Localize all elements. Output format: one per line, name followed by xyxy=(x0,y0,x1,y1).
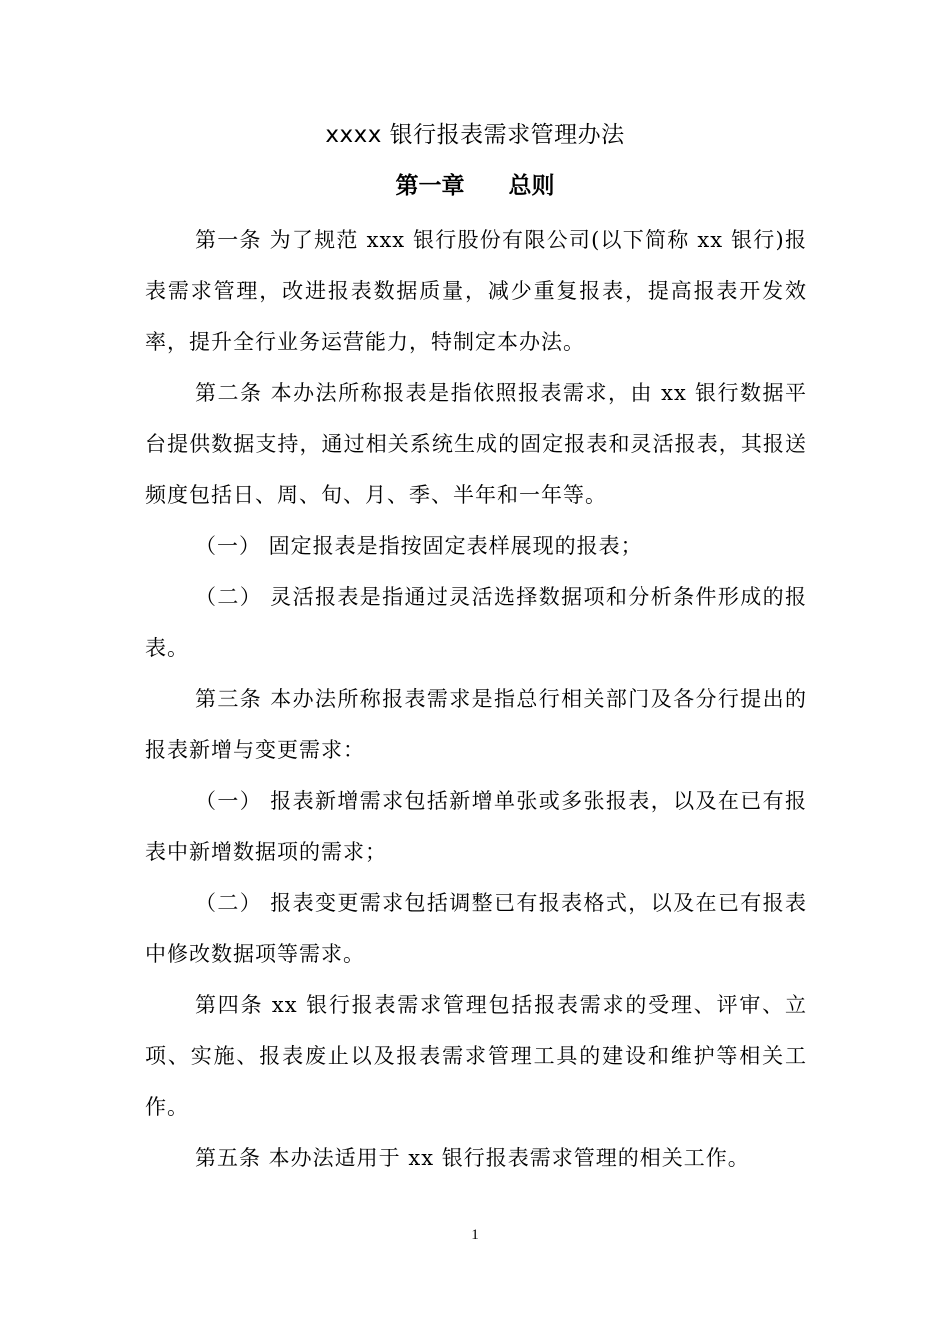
article-2-item-2: （二） 灵活报表是指通过灵活选择数据项和分析条件形成的报表。 xyxy=(145,585,807,660)
article-3-paragraph: 第三条 本办法所称报表需求是指总行相关部门及各分行提出的报表新增与变更需求： xyxy=(145,687,807,762)
article-2-paragraph: 第二条 本办法所称报表是指依照报表需求，由 xx 银行数据平台提供数据支持，通过相关系统生成的固定报表和灵活报表，其报送频度包括日、周、旬、月、季、半年和一年等。 xyxy=(145,381,807,507)
article-4-paragraph: 第四条 xx 银行报表需求管理包括报表需求的受理、评审、立项、实施、报表废止以及报表需求管理工具的建设和维护等相关工作。 xyxy=(145,993,807,1119)
chapter-name: 总则 xyxy=(508,173,555,199)
chapter-heading xyxy=(0,171,950,201)
page-number: 1 xyxy=(471,1227,479,1243)
article-3-item-1: （一） 报表新增需求包括新增单张或多张报表，以及在已有报表中新增数据项的需求； xyxy=(145,789,807,864)
document-title: xxxx 银行报表需求管理办法 xyxy=(325,122,625,148)
article-2-item-1: （一） 固定报表是指按固定表样展现的报表； xyxy=(195,534,643,558)
article-1-paragraph: 第一条 为了规范 xxx 银行股份有限公司(以下简称 xx 银行)报表需求管理，改进报表数据质量，减少重复报表，提高报表开发效率，提升全行业务运营能力，特制定本办法。 xyxy=(145,228,807,354)
article-5-paragraph: 第五条 本办法适用于 xx 银行报表需求管理的相关工作。 xyxy=(195,1146,750,1170)
article-3-item-2: （二） 报表变更需求包括调整已有报表格式，以及在已有报表中修改数据项等需求。 xyxy=(145,891,807,966)
chapter-number: 第一章 xyxy=(395,173,465,199)
document-body xyxy=(145,215,807,1184)
